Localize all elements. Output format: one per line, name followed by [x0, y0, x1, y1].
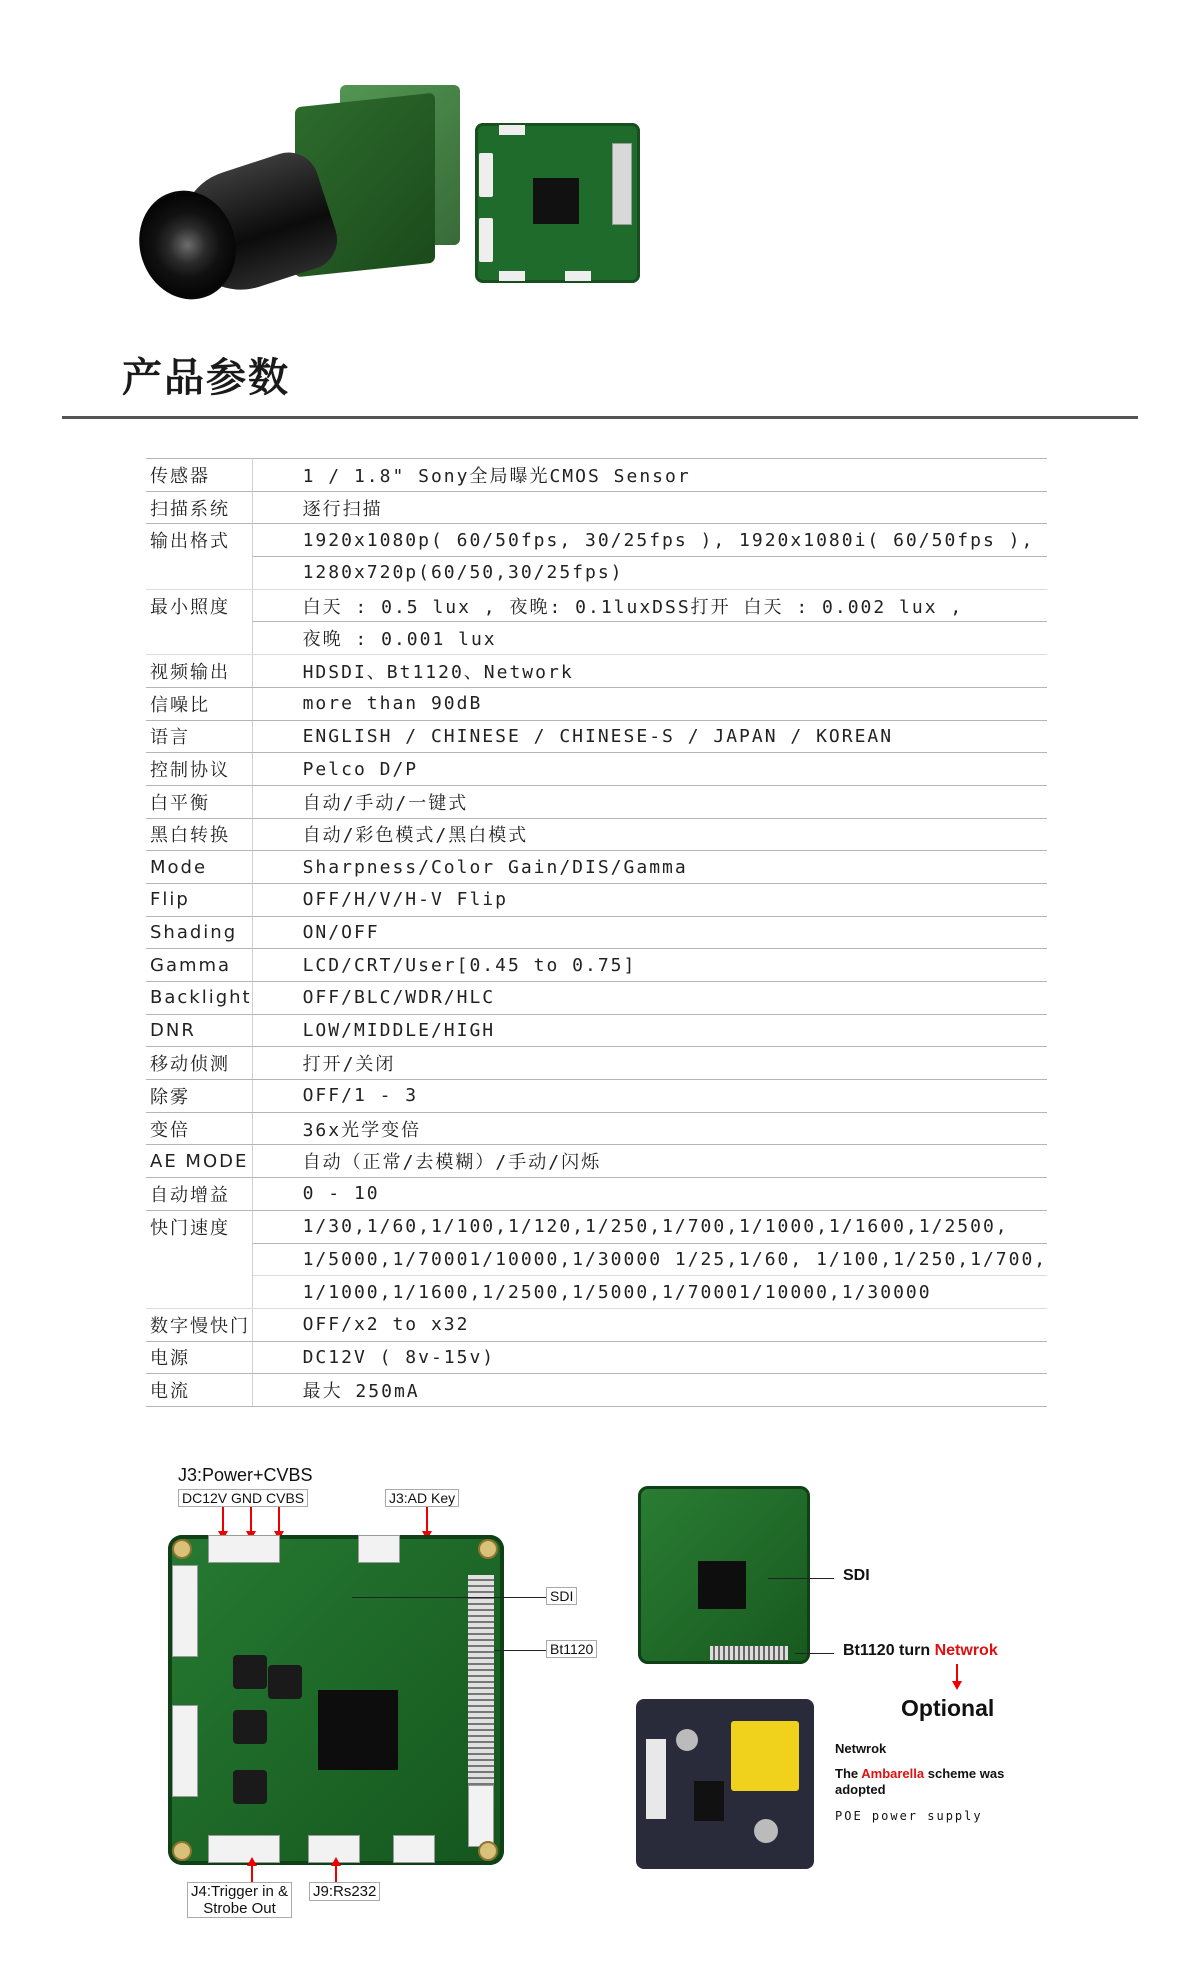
sdi-label: SDI: [546, 1587, 577, 1605]
spec-value: OFF/H/V/H-V Flip: [252, 883, 1047, 916]
spec-label: Shading: [146, 916, 252, 949]
pcb-fpc-connector: [612, 143, 632, 225]
ad-key-connector: [358, 1535, 400, 1563]
optional-heading: Optional: [901, 1695, 995, 1721]
capacitor: [754, 1819, 778, 1843]
spec-table: [146, 458, 1047, 1407]
spec-value: 1 / 1.8" Sony全局曝光CMOS Sensor: [252, 459, 1047, 492]
netwrok-label: Netwrok: [835, 1741, 887, 1756]
spec-row: [146, 785, 1047, 818]
pcb-connector: [565, 271, 591, 281]
inductor: [233, 1770, 267, 1804]
spec-row: [146, 883, 1047, 916]
pcb-connector: [499, 271, 525, 281]
spec-label: Mode: [146, 851, 252, 884]
inductor: [233, 1710, 267, 1744]
spec-label: 移动侦测: [146, 1047, 252, 1080]
bt1120-turn-leader: [795, 1653, 834, 1654]
spec-value: 1/1000,1/1600,1/2500,1/5000,1/70001/10000,1/30000: [252, 1276, 1047, 1309]
capacitor: [676, 1729, 698, 1751]
spec-value: 1280x720p(60/50,30/25fps): [252, 557, 1047, 590]
spec-value: 打开/关闭: [252, 1047, 1047, 1080]
bt1120-turn-label: [843, 1642, 998, 1660]
fpc-connector: [710, 1646, 788, 1660]
poe-board-photo: [636, 1699, 814, 1869]
spec-row: [146, 1243, 1047, 1276]
spec-row: [146, 1178, 1047, 1211]
spec-row: [146, 1210, 1047, 1243]
spec-label: 黑白转换: [146, 818, 252, 851]
spec-value: 1920x1080p( 60/50fps, 30/25fps ), 1920x1080i( 60/50fps ),: [252, 524, 1047, 557]
poe-label: POE power supply: [835, 1809, 983, 1823]
spec-label: 白平衡: [146, 785, 252, 818]
spec-label: DNR: [146, 1014, 252, 1047]
spec-label: 信噪比: [146, 687, 252, 720]
spec-row: [146, 687, 1047, 720]
spec-row: [146, 557, 1047, 590]
side-connector: [172, 1565, 198, 1657]
inductor: [233, 1655, 267, 1689]
spec-label: [146, 557, 252, 590]
spec-row: [146, 851, 1047, 884]
spec-value: 自动/手动/一键式: [252, 785, 1047, 818]
spec-label: 电源: [146, 1341, 252, 1374]
j4-label-line1: J4:Trigger in &: [191, 1883, 288, 1900]
spec-label: 除雾: [146, 1080, 252, 1113]
ambarella-line: [835, 1766, 1004, 1781]
sdi-leader: [352, 1597, 546, 1598]
spec-value: ENGLISH / CHINESE / CHINESE-S / JAPAN / KOREAN: [252, 720, 1047, 753]
spec-label: [146, 1276, 252, 1309]
arrow: [278, 1507, 280, 1533]
spec-value: 自动（正常/去模糊）/手动/闪烁: [252, 1145, 1047, 1178]
spec-label: 视频输出: [146, 655, 252, 688]
arrow-head: [247, 1857, 257, 1866]
spec-value: 最大 250mA: [252, 1374, 1047, 1407]
j4-connector: [208, 1835, 280, 1863]
pcb-connector: [499, 125, 525, 135]
spec-value: 1/5000,1/70001/10000,1/30000 1/25,1/60, 1/100,1/250,1/700,: [252, 1243, 1047, 1276]
pcb-connector: [479, 153, 493, 197]
j4-label-line2: Strobe Out: [203, 1900, 276, 1917]
bt1120-turn-text: Bt1120 turn: [843, 1642, 935, 1659]
spec-value: 1/30,1/60,1/100,1/120,1/250,1/700,1/1000,1/1600,1/2500,: [252, 1210, 1047, 1243]
network-connector: [646, 1739, 666, 1819]
spec-value: OFF/1 - 3: [252, 1080, 1047, 1113]
bt1120-fpc-connector: [468, 1575, 494, 1785]
spec-value: 0 - 10: [252, 1178, 1047, 1211]
bt1120-label: Bt1120: [546, 1640, 597, 1658]
spec-row: [146, 655, 1047, 688]
spec-label: 传感器: [146, 459, 252, 492]
spec-row: [146, 916, 1047, 949]
spec-label: [146, 622, 252, 655]
spec-label: 快门速度: [146, 1210, 252, 1243]
spec-label: [146, 1243, 252, 1276]
j3-pins-label: DC12V GND CVBS: [178, 1489, 308, 1507]
spec-value: OFF/x2 to x32: [252, 1308, 1047, 1341]
bt1120-leader: [494, 1650, 546, 1651]
side-connector: [468, 1785, 494, 1847]
soc-chip: [698, 1561, 746, 1609]
spec-value: 36x光学变倍: [252, 1112, 1047, 1145]
spec-value: LOW/MIDDLE/HIGH: [252, 1014, 1047, 1047]
spec-row: [146, 1014, 1047, 1047]
spec-label: 变倍: [146, 1112, 252, 1145]
spec-label: 扫描系统: [146, 491, 252, 524]
spec-value: 逐行扫描: [252, 491, 1047, 524]
spec-label: 语言: [146, 720, 252, 753]
arrow-head: [331, 1857, 341, 1866]
spec-label: Flip: [146, 883, 252, 916]
bottom-connector: [393, 1835, 435, 1863]
spec-value: 自动/彩色模式/黑白模式: [252, 818, 1047, 851]
spec-row: [146, 818, 1047, 851]
zoom-lens: [140, 155, 310, 305]
side-connector: [172, 1705, 198, 1797]
spec-label: 输出格式: [146, 524, 252, 557]
transformer: [731, 1721, 799, 1791]
pcb-small-photo: [638, 1486, 810, 1664]
spec-row: [146, 1112, 1047, 1145]
j9-label: J9:Rs232: [309, 1882, 380, 1901]
right-sdi-label: SDI: [843, 1567, 870, 1584]
spec-row: [146, 1308, 1047, 1341]
mount-hole: [478, 1539, 498, 1559]
spec-value: Sharpness/Color Gain/DIS/Gamma: [252, 851, 1047, 884]
pcb-chip: [533, 178, 579, 224]
spec-row: [146, 491, 1047, 524]
scheme-text: scheme was: [924, 1766, 1005, 1781]
spec-row: [146, 1276, 1047, 1309]
spec-row: [146, 982, 1047, 1015]
spec-value: Pelco D/P: [252, 753, 1047, 786]
spec-row: [146, 1374, 1047, 1407]
pcb-annotated-photo: [168, 1535, 504, 1865]
j3-connector: [208, 1535, 280, 1563]
spec-row: [146, 459, 1047, 492]
pcb-connector: [479, 218, 493, 262]
spec-value: OFF/BLC/WDR/HLC: [252, 982, 1047, 1015]
spec-row: [146, 1341, 1047, 1374]
spec-row: [146, 949, 1047, 982]
spec-row: [146, 524, 1047, 557]
spec-value: 夜晚 : 0.001 lux: [252, 622, 1047, 655]
spec-label: Gamma: [146, 949, 252, 982]
spec-value: ON/OFF: [252, 916, 1047, 949]
spec-label: 控制协议: [146, 753, 252, 786]
inductor: [268, 1665, 302, 1699]
section-title: 产品参数: [122, 355, 290, 401]
pcb-front-photo: [475, 123, 640, 283]
adopted-label: adopted: [835, 1782, 886, 1797]
mount-hole: [172, 1539, 192, 1559]
j4-label: [187, 1882, 292, 1918]
arrow: [250, 1507, 252, 1533]
j3-ad-key-label: J3:AD Key: [385, 1489, 459, 1507]
spec-row: [146, 622, 1047, 655]
spec-label: AE MODE: [146, 1145, 252, 1178]
j3-power-label: J3:Power+CVBS: [178, 1465, 313, 1485]
spec-label: 电流: [146, 1374, 252, 1407]
arrow: [222, 1507, 224, 1533]
the-text: The: [835, 1766, 862, 1781]
product-photos: [130, 85, 650, 325]
spec-row: [146, 1047, 1047, 1080]
spec-value: HDSDI、Bt1120、Network: [252, 655, 1047, 688]
right-sdi-leader: [768, 1578, 834, 1579]
spec-row: [146, 753, 1047, 786]
spec-row: [146, 720, 1047, 753]
arrow-head: [952, 1681, 962, 1690]
spec-label: Backlight: [146, 982, 252, 1015]
spec-value: LCD/CRT/User[0.45 to 0.75]: [252, 949, 1047, 982]
arrow: [426, 1507, 428, 1533]
mount-hole: [172, 1841, 192, 1861]
spec-value: more than 90dB: [252, 687, 1047, 720]
arrow: [956, 1664, 958, 1682]
spec-row: [146, 1080, 1047, 1113]
spec-label: 数字慢快门: [146, 1308, 252, 1341]
spec-value: DC12V ( 8v-15v): [252, 1341, 1047, 1374]
title-divider: [62, 416, 1138, 419]
spec-label: 自动增益: [146, 1178, 252, 1211]
soc-chip: [318, 1690, 398, 1770]
spec-row: [146, 589, 1047, 622]
ambarella-text: Ambarella: [861, 1766, 925, 1781]
spec-label: 最小照度: [146, 589, 252, 622]
ic-chip: [694, 1781, 724, 1821]
spec-value: 白天 : 0.5 lux , 夜晚: 0.1luxDSS打开 白天 : 0.002 lux ,: [252, 589, 1047, 622]
netwrok-red-text: Netwrok: [934, 1642, 998, 1659]
spec-row: [146, 1145, 1047, 1178]
mount-hole: [478, 1841, 498, 1861]
